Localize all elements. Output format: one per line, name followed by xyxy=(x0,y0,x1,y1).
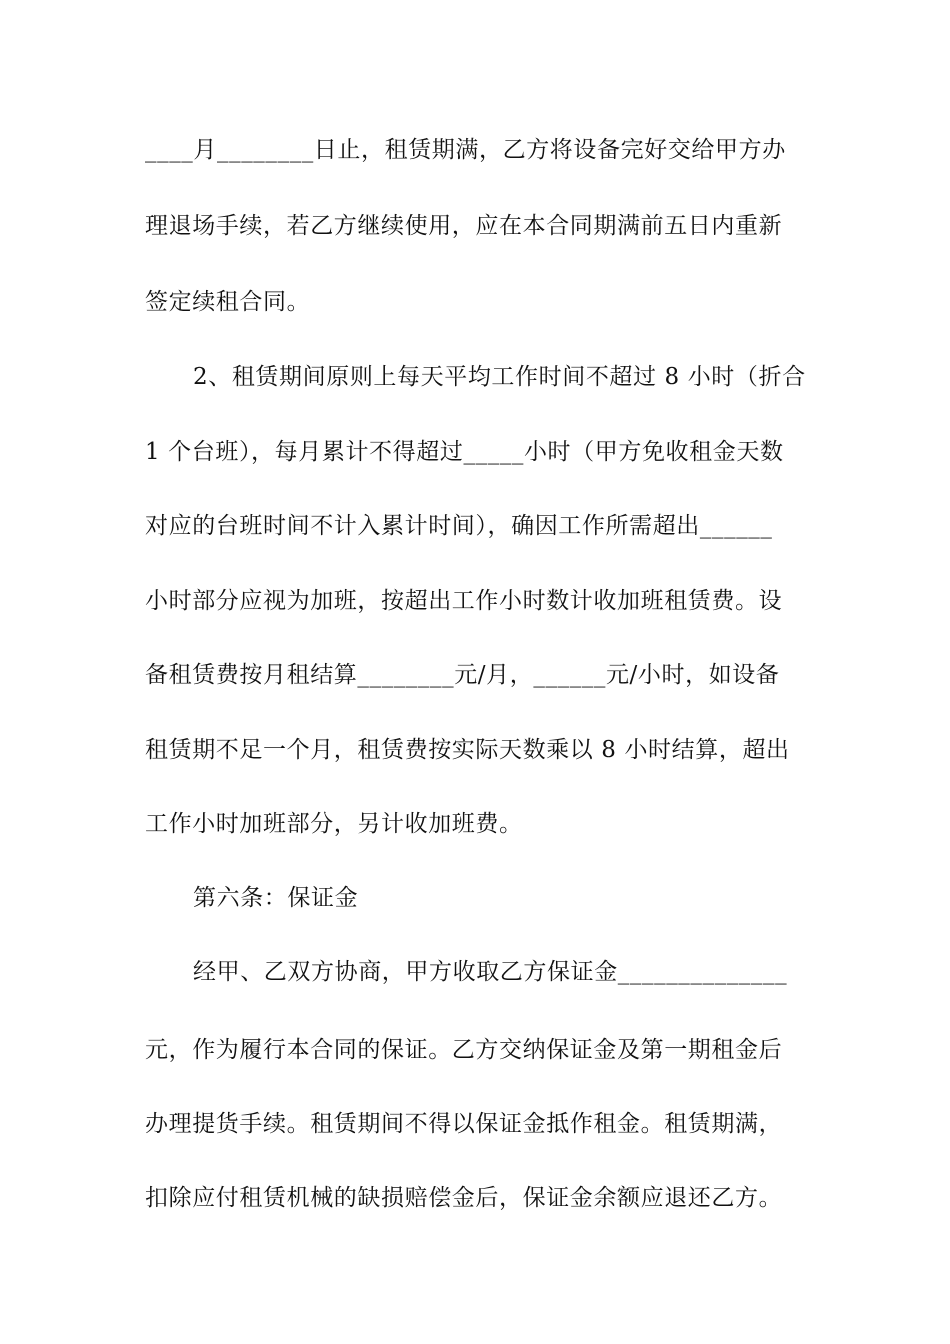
paragraph-line: 办理提货手续。租赁期间不得以保证金抵作租金。租赁期满， xyxy=(145,1111,783,1137)
paragraph-line: 元，作为履行本合同的保证。乙方交纳保证金及第一期租金后 xyxy=(145,1037,783,1063)
paragraph-line: 签定续租合同。 xyxy=(145,289,311,315)
paragraph-line: 备租赁费按月租结算________元/月，______元/小时，如设备 xyxy=(145,662,780,688)
paragraph-line: 经甲、乙双方协商，甲方收取乙方保证金______________ xyxy=(193,959,788,985)
paragraph-line: ____月________日止，租赁期满，乙方将设备完好交给甲方办 xyxy=(145,137,786,163)
paragraph-line: 理退场手续，若乙方继续使用，应在本合同期满前五日内重新 xyxy=(145,213,783,239)
paragraph-line: 小时部分应视为加班，按超出工作小时数计收加班租赁费。设 xyxy=(145,588,783,614)
paragraph-line: 工作小时加班部分，另计收加班费。 xyxy=(145,811,523,837)
paragraph-line: 1 个台班），每月累计不得超过_____小时（甲方免收租金天数 xyxy=(145,439,784,465)
paragraph-line: 对应的台班时间不计入累计时间），确因工作所需超出______ xyxy=(145,513,773,539)
section-heading: 第六条：保证金 xyxy=(193,885,359,911)
paragraph-line: 2、租赁期间原则上每天平均工作时间不超过 8 小时（折合 xyxy=(193,364,806,390)
paragraph-line: 扣除应付租赁机械的缺损赔偿金后，保证金余额应退还乙方。 xyxy=(145,1185,783,1211)
paragraph-line: 租赁期不足一个月，租赁费按实际天数乘以 8 小时结算，超出 xyxy=(145,737,790,763)
